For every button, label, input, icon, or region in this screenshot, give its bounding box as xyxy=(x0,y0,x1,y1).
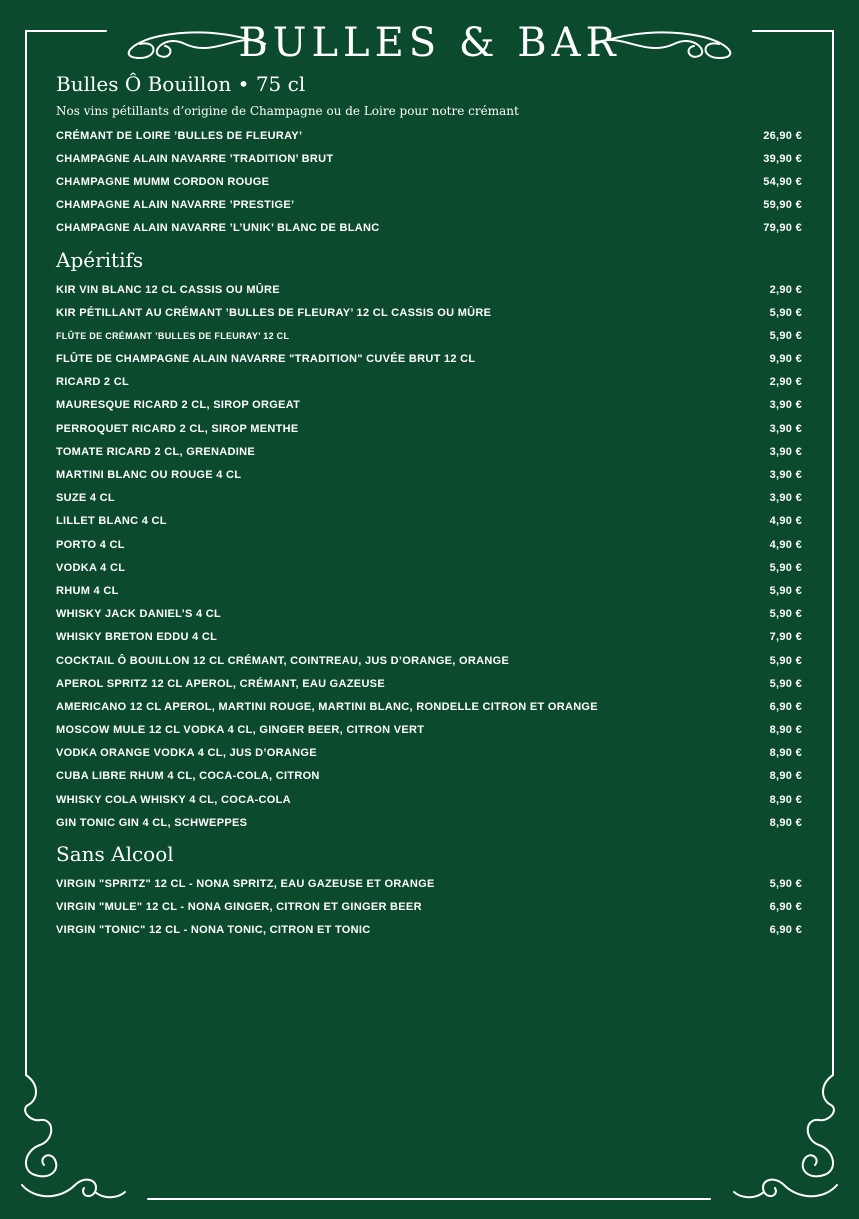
item-price: 3,90 € xyxy=(769,399,802,412)
list-item xyxy=(56,872,802,895)
item-name: KIR PÉTILLANT AU CRÉMANT ’BULLES DE FLEURAY’ 12 CL CASSIS OU MÛRE xyxy=(56,306,492,319)
item-name: CHAMPAGNE ALAIN NAVARRE ’TRADITION’ BRUT xyxy=(56,152,334,165)
item-name: SUZE 4 CL xyxy=(56,492,115,505)
list-item xyxy=(56,742,802,765)
item-price: 8,90 € xyxy=(769,770,802,783)
item-price: 3,90 € xyxy=(769,469,802,482)
list-item xyxy=(56,510,802,533)
list-item xyxy=(56,147,802,170)
item-name: VIRGIN "SPRITZ" 12 CL - NONA SPRITZ, EAU GAZEUSE ET ORANGE xyxy=(56,878,435,891)
item-name: LILLET BLANC 4 CL xyxy=(56,515,167,528)
item-price: 2,90 € xyxy=(769,376,802,389)
item-price: 8,90 € xyxy=(769,793,802,806)
item-name: APEROL SPRITZ 12 CL APEROL, CRÉMANT, EAU GAZEUSE xyxy=(56,677,385,690)
item-price: 5,90 € xyxy=(769,329,802,342)
list-item xyxy=(56,394,802,417)
item-name: MOSCOW MULE 12 CL VODKA 4 CL, GINGER BEER, CITRON VERT xyxy=(56,724,425,737)
item-price: 5,90 € xyxy=(769,584,802,597)
item-name: FLÛTE DE CRÉMANT ’BULLES DE FLEURAY’ 12 CL xyxy=(56,330,290,341)
item-name: WHISKY COLA WHISKY 4 CL, COCA-COLA xyxy=(56,793,291,806)
item-price: 9,90 € xyxy=(769,353,802,366)
item-name: CUBA LIBRE RHUM 4 CL, COCA-COLA, CITRON xyxy=(56,770,320,783)
list-item xyxy=(56,217,802,240)
item-price: 3,90 € xyxy=(769,422,802,435)
list-item xyxy=(56,440,802,463)
section-sans-alcool xyxy=(56,842,802,942)
list-item xyxy=(56,919,802,942)
item-name: PORTO 4 CL xyxy=(56,538,125,551)
item-name: CRÉMANT DE LOIRE ’BULLES DE FLEURAY’ xyxy=(56,129,303,142)
list-item xyxy=(56,896,802,919)
list-item xyxy=(56,579,802,602)
item-list xyxy=(56,278,802,835)
item-name: WHISKY BRETON EDDU 4 CL xyxy=(56,631,218,644)
item-name: FLÛTE DE CHAMPAGNE ALAIN NAVARRE "TRADITION" CUVÉE BRUT 12 CL xyxy=(56,353,476,366)
item-name: AMERICANO 12 CL APEROL, MARTINI ROUGE, MARTINI BLANC, RONDELLE CITRON ET ORANGE xyxy=(56,700,598,713)
section-title: Sans Alcool xyxy=(56,842,174,867)
list-item xyxy=(56,672,802,695)
list-item xyxy=(56,278,802,301)
item-price: 5,90 € xyxy=(769,608,802,621)
list-item xyxy=(56,371,802,394)
section-bulles xyxy=(56,72,802,240)
item-name: CHAMPAGNE ALAIN NAVARRE ’L’UNIK’ BLANC DE BLANC xyxy=(56,222,380,235)
item-name: CHAMPAGNE ALAIN NAVARRE ’PRESTIGE’ xyxy=(56,199,295,212)
item-price: 7,90 € xyxy=(769,631,802,644)
menu-title: BULLES & BAR xyxy=(238,20,621,66)
item-price: 3,90 € xyxy=(769,445,802,458)
section-title: Apéritifs xyxy=(56,247,144,272)
spacer xyxy=(56,240,802,248)
item-name: VIRGIN "TONIC" 12 CL - NONA TONIC, CITRON ET TONIC xyxy=(56,924,371,937)
list-item xyxy=(56,301,802,324)
item-list xyxy=(56,872,802,942)
item-price: 8,90 € xyxy=(769,816,802,829)
list-item xyxy=(56,765,802,788)
list-item xyxy=(56,170,802,193)
item-price: 54,90 € xyxy=(763,175,802,188)
item-price: 8,90 € xyxy=(769,747,802,760)
list-item xyxy=(56,533,802,556)
list-item xyxy=(56,348,802,371)
menu-content xyxy=(56,72,802,942)
item-name: MAURESQUE RICARD 2 CL, SIROP ORGEAT xyxy=(56,399,301,412)
list-item xyxy=(56,556,802,579)
list-item xyxy=(56,194,802,217)
item-name: VODKA 4 CL xyxy=(56,561,126,574)
item-name: COCKTAIL Ô BOUILLON 12 CL CRÉMANT, COINTREAU, JUS D’ORANGE, ORANGE xyxy=(56,654,510,667)
list-item xyxy=(56,463,802,486)
item-name: RICARD 2 CL xyxy=(56,376,129,389)
item-name: MARTINI BLANC OU ROUGE 4 CL xyxy=(56,469,242,482)
item-name: RHUM 4 CL xyxy=(56,584,119,597)
item-price: 4,90 € xyxy=(769,515,802,528)
item-price: 5,90 € xyxy=(769,561,802,574)
item-price: 6,90 € xyxy=(769,700,802,713)
item-price: 3,90 € xyxy=(769,492,802,505)
item-name: GIN TONIC GIN 4 CL, SCHWEPPES xyxy=(56,816,248,829)
list-item xyxy=(56,324,802,347)
item-price: 79,90 € xyxy=(763,222,802,235)
item-name: PERROQUET RICARD 2 CL, SIROP MENTHE xyxy=(56,422,299,435)
list-item xyxy=(56,417,802,440)
item-price: 59,90 € xyxy=(763,199,802,212)
item-price: 39,90 € xyxy=(763,152,802,165)
list-item xyxy=(56,695,802,718)
list-item xyxy=(56,649,802,672)
item-name: KIR VIN BLANC 12 CL CASSIS OU MÛRE xyxy=(56,283,280,296)
section-aperitifs xyxy=(56,248,802,835)
item-name: CHAMPAGNE MUMM CORDON ROUGE xyxy=(56,175,270,188)
item-name: TOMATE RICARD 2 CL, GRENADINE xyxy=(56,445,255,458)
item-list xyxy=(56,124,802,240)
list-item xyxy=(56,788,802,811)
item-price: 2,90 € xyxy=(769,283,802,296)
item-name: VIRGIN "MULE" 12 CL - NONA GINGER, CITRON ET GINGER BEER xyxy=(56,901,422,914)
list-item xyxy=(56,811,802,834)
list-item xyxy=(56,603,802,626)
item-price: 6,90 € xyxy=(769,924,802,937)
section-subtitle: Nos vins pétillants d’origine de Champagne ou de Loire pour notre crémant xyxy=(56,104,519,118)
item-price: 5,90 € xyxy=(769,878,802,891)
list-item xyxy=(56,719,802,742)
list-item xyxy=(56,487,802,510)
section-title: Bulles Ô Bouillon • 75 cl xyxy=(56,72,306,96)
item-price: 5,90 € xyxy=(769,654,802,667)
item-name: VODKA ORANGE VODKA 4 CL, JUS D’ORANGE xyxy=(56,747,317,760)
list-item xyxy=(56,124,802,147)
item-name: WHISKY JACK DANIEL’S 4 CL xyxy=(56,608,221,621)
item-price: 5,90 € xyxy=(769,677,802,690)
item-price: 8,90 € xyxy=(769,724,802,737)
item-price: 4,90 € xyxy=(769,538,802,551)
item-price: 5,90 € xyxy=(769,306,802,319)
item-price: 6,90 € xyxy=(769,901,802,914)
spacer xyxy=(56,834,802,842)
list-item xyxy=(56,626,802,649)
item-price: 26,90 € xyxy=(763,129,802,142)
